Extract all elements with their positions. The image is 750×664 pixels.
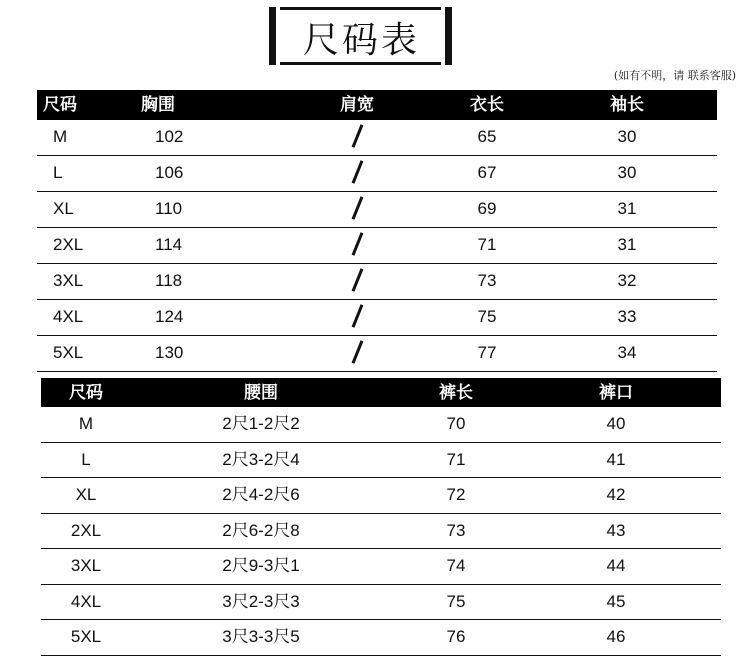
header-shoulder: 肩宽 (340, 95, 374, 115)
table-row (37, 300, 717, 336)
length-cell: 77 (477, 343, 497, 362)
size-cell: M (78, 414, 94, 433)
pants-length-cell: 70 (446, 414, 466, 433)
size-cell: 4XL (70, 591, 102, 611)
slash-mark (351, 124, 363, 147)
shoulder-cell (307, 336, 407, 371)
pants-length-cell: 74 (446, 556, 466, 575)
page-title: 尺码表 (302, 20, 420, 61)
table-row (37, 120, 717, 156)
pants-length-cell: 76 (446, 627, 466, 646)
length-cell: 69 (477, 199, 497, 218)
waist-cell: 2尺4-2尺6 (222, 485, 300, 504)
chest-cell: 118 (155, 271, 183, 290)
size-cell: L (53, 163, 63, 182)
header-size: 尺码 (43, 95, 77, 115)
tops-size-table (37, 90, 717, 372)
slash-mark (351, 232, 363, 255)
waist-cell: 2尺6-2尺8 (222, 520, 300, 540)
waist-cell: 3尺3-3尺5 (222, 627, 300, 646)
sleeve-cell: 30 (617, 163, 637, 182)
pants-header-row (41, 378, 721, 407)
pants-size-table (41, 378, 721, 656)
length-cell: 65 (477, 127, 497, 146)
waist-cell: 2尺9-3尺1 (222, 556, 300, 575)
pants-length-cell: 71 (446, 449, 466, 469)
slash-mark (351, 196, 363, 219)
chest-cell: 124 (155, 307, 184, 326)
hem-cell: 40 (606, 414, 626, 433)
size-cell: 3XL (70, 556, 102, 575)
sleeve-cell: 30 (617, 127, 637, 146)
slash-mark (351, 304, 363, 327)
table-row (37, 156, 717, 192)
size-cell: XL (75, 485, 97, 504)
size-cell: 4XL (53, 307, 84, 326)
chest-cell: 102 (155, 127, 184, 146)
header-chest: 胸围 (141, 95, 175, 115)
pants-length-cell: 73 (446, 520, 466, 540)
slash-mark (351, 340, 363, 363)
shoulder-cell (307, 192, 407, 227)
size-cell: 5XL (70, 627, 102, 646)
table-row (37, 336, 717, 372)
table-row (41, 549, 721, 585)
pants-length-cell: 72 (446, 485, 466, 504)
slash-mark (351, 160, 363, 183)
waist-cell: 3尺2-3尺3 (222, 591, 300, 611)
title-frame (269, 4, 454, 68)
table-row (41, 478, 721, 514)
chest-cell: 114 (155, 235, 183, 254)
table-row (37, 192, 717, 228)
size-cell: 2XL (53, 235, 84, 254)
shoulder-cell (307, 156, 407, 191)
waist-cell: 2尺1-2尺2 (222, 414, 300, 433)
hem-cell: 44 (606, 556, 626, 575)
shoulder-cell (307, 120, 407, 155)
table-row (41, 585, 721, 621)
shoulder-cell (307, 264, 407, 299)
table-row (37, 228, 717, 264)
chest-cell: 110 (155, 199, 183, 218)
sleeve-cell: 31 (617, 199, 637, 218)
sleeve-cell: 34 (617, 343, 637, 362)
hem-cell: 43 (606, 520, 626, 540)
hem-cell: 42 (606, 485, 626, 504)
length-cell: 71 (477, 235, 497, 254)
header-waist: 腰围 (244, 383, 278, 403)
table-row (37, 264, 717, 300)
table-row (41, 620, 721, 656)
header-pants-length: 裤长 (439, 383, 473, 403)
table-row (41, 514, 721, 550)
hem-cell: 45 (606, 591, 626, 611)
header-length: 衣长 (470, 95, 504, 115)
hem-cell: 41 (606, 449, 626, 469)
pants-length-cell: 75 (446, 591, 466, 611)
size-cell: M (53, 127, 68, 146)
size-cell: XL (53, 199, 74, 218)
tops-header-row (37, 90, 717, 120)
length-cell: 73 (477, 271, 497, 290)
size-cell: 2XL (70, 520, 102, 540)
length-cell: 75 (477, 307, 497, 326)
size-cell: 5XL (53, 343, 84, 362)
header-size: 尺码 (69, 383, 103, 403)
shoulder-cell (307, 228, 407, 263)
contact-note: (如有不明，请 联系客服) (613, 69, 736, 82)
table-row (41, 443, 721, 479)
header-hem: 裤口 (599, 383, 633, 403)
table-row (41, 407, 721, 443)
hem-cell: 46 (606, 627, 626, 646)
sleeve-cell: 31 (617, 235, 637, 254)
header-sleeve: 袖长 (610, 95, 644, 115)
chest-cell: 106 (155, 163, 184, 182)
size-cell: L (81, 449, 91, 469)
slash-mark (351, 268, 363, 291)
size-cell: 3XL (53, 271, 84, 290)
shoulder-cell (307, 300, 407, 335)
waist-cell: 2尺3-2尺4 (222, 449, 300, 469)
sleeve-cell: 33 (617, 307, 637, 326)
sleeve-cell: 32 (617, 271, 637, 290)
length-cell: 67 (477, 163, 497, 182)
chest-cell: 130 (155, 343, 184, 362)
